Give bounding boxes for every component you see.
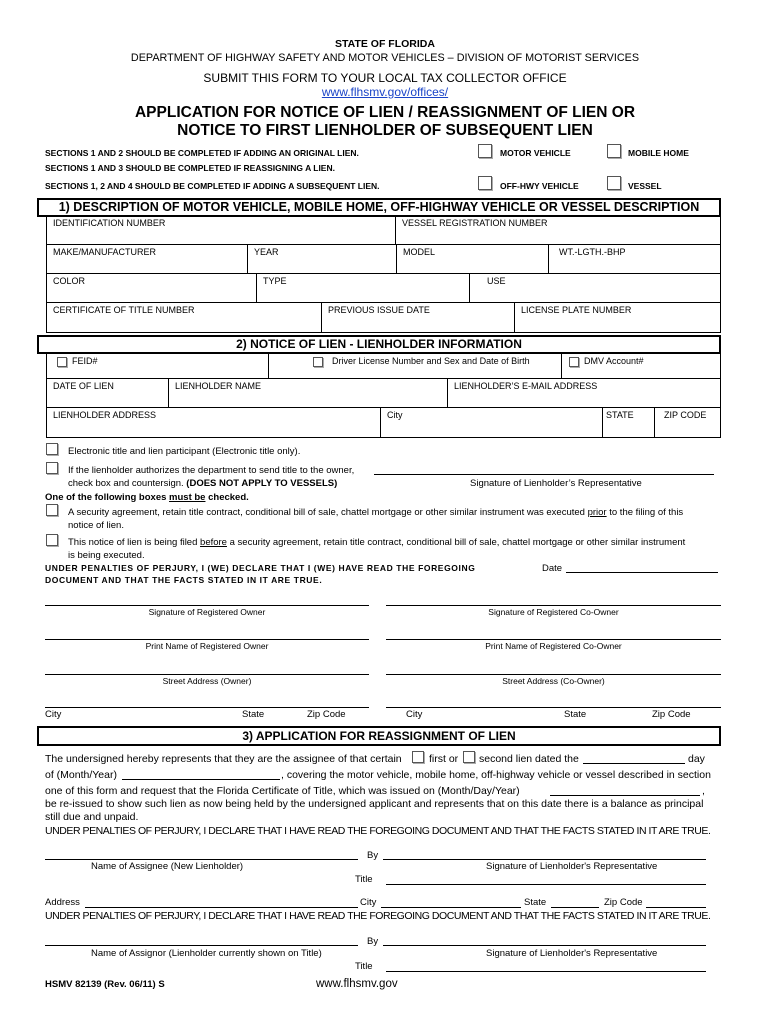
lien-date-line[interactable] [583,763,685,764]
assignee-title-line[interactable] [386,884,706,885]
lienholder-zip-field[interactable]: ZIP CODE [664,410,707,420]
security-prior-text-2: notice of lien. [68,520,124,531]
owner-city-line[interactable] [45,707,369,708]
instruction-original-lien: SECTIONS 1 AND 2 SHOULD BE COMPLETED IF ADDING AN ORIGINAL LIEN. [45,148,359,158]
assignor-title-line[interactable] [386,971,706,972]
coowner-city-label: City [406,709,423,720]
date-label: Date [542,563,563,574]
reissue-text: be re-issued to show such lien as now being held by the undersigned applicant and represents that on this date there is a balance as principal [45,798,704,810]
section3-perjury-1: UNDER PENALTIES OF PERJURY, I DECLARE THAT I HAVE READ THE FOREGOING DOCUMENT AND THAT THE FACTS STATED IN IT ARE TRUE. [45,825,711,837]
section1-table [46,216,721,333]
street-coowner-label: Street Address (Co-Owner) [502,676,605,686]
assignee-sig-rep-label: Signature of Lienholder's Representative [486,861,658,872]
owner-city-label: City [45,709,62,720]
lienholder-email-field[interactable]: LIENHOLDER’S E-MAIL ADDRESS [448,379,720,408]
address-state-label: State [524,897,547,908]
address-zip-label: Zip Code [604,897,643,908]
security-prior-checkbox[interactable] [46,504,58,516]
assignee-by-label: By [367,850,379,861]
state-title: STATE OF FLORIDA [335,38,435,50]
coowner-zip-label: Zip Code [652,709,691,720]
address-label: Address [45,897,80,908]
color-field[interactable]: COLOR [47,274,257,303]
assignor-sig-rep-label: Signature of Lienholder's Representative [486,948,658,959]
make-field[interactable]: MAKE/MANUFACTURER [47,245,248,274]
instruction-subsequent: SECTIONS 1, 2 AND 4 SHOULD BE COMPLETED IF ADDING A SUBSEQUENT LIEN. [45,181,380,191]
off-hwy-label: OFF-HWY VEHICLE [500,181,579,191]
mobile-home-checkbox[interactable] [607,144,621,158]
must-check-note: One of the following boxes must be checked. [45,492,249,503]
assignor-name-line[interactable] [45,945,358,946]
coowner-print-line[interactable] [386,639,721,640]
date-line[interactable] [566,572,718,573]
wt-lgth-bhp-field[interactable]: WT.-LGTH.-BHP [549,245,720,274]
address-line[interactable] [85,907,358,908]
month-year-line[interactable] [122,779,280,780]
unpaid-text: still due and unpaid. [45,811,139,823]
perjury-statement-2: DOCUMENT AND THAT THE FACTS STATED IN IT ARE TRUE. [45,575,323,585]
footer-website[interactable]: www.flhsmv.gov [316,978,398,990]
address-city-label: City [360,897,377,908]
authorize-title-checkbox[interactable] [46,462,58,474]
name-assignor-label: Name of Assignor (Lienholder currently shown on Title) [91,948,322,959]
dmv-account-field[interactable]: DMV Account# [562,353,720,379]
assignor-rep-signature-line[interactable] [383,945,706,946]
second-lien-label: second lien dated the [479,753,579,765]
assignee-name-line[interactable] [45,859,358,860]
authorize-line1: If the lienholder authorizes the department to send title to the owner, [68,465,355,476]
type-field[interactable]: TYPE [257,274,470,303]
security-prior-text: A security agreement, retain title contract, conditional bill of sale, chattel mortgage or other similar instrument was executed prior to the filing of this [68,507,684,518]
lienholder-address-field[interactable]: LIENHOLDER ADDRESS [47,408,381,437]
assignee-title-label: Title [355,874,373,885]
first-lien-checkbox[interactable] [412,751,424,763]
notice-before-checkbox[interactable] [46,534,58,546]
owner-print-line[interactable] [45,639,369,640]
form-number: HSMV 82139 (Rev. 06/11) S [45,979,165,990]
notice-before-text-2: is being executed. [68,550,145,561]
feid-checkbox[interactable] [57,357,67,367]
print-owner-label: Print Name of Registered Owner [145,641,269,651]
instruction-reassign: SECTIONS 1 AND 3 SHOULD BE COMPLETED IF REASSIGNING A LIEN. [45,163,335,173]
dmv-account-checkbox[interactable] [569,357,579,367]
coowner-signature-line[interactable] [386,605,721,606]
owner-signature-line[interactable] [45,605,369,606]
electronic-title-label: Electronic title and lien participant (Electronic title only). [68,446,301,457]
offices-link[interactable]: www.flhsmv.gov/offices/ [321,85,449,99]
assignee-rep-signature-line[interactable] [383,859,706,860]
previous-issue-date-field[interactable]: PREVIOUS ISSUE DATE [322,303,515,332]
day-label: day [688,753,705,765]
second-lien-checkbox[interactable] [463,751,475,763]
sig-coowner-label: Signature of Registered Co-Owner [488,607,619,617]
address-city-line[interactable] [381,907,521,908]
lienholder-state-field[interactable]: STATE [603,408,655,437]
coowner-city-line[interactable] [386,707,721,708]
covering-text: , covering the motor vehicle, mobile home, off-highway vehicle or vessel described in section [281,769,711,781]
comma: , [702,785,705,797]
vessel-label: VESSEL [628,181,662,191]
year-field[interactable]: YEAR [248,245,397,274]
mobile-home-label: MOBILE HOME [628,148,689,158]
section1-header: 1) DESCRIPTION OF MOTOR VEHICLE, MOBILE HOME, OFF-HIGHWAY VEHICLE OR VESSEL DESCRIPTION [37,198,721,217]
section2-table [46,353,721,438]
address-state-line[interactable] [551,907,599,908]
lienholder-name-field[interactable]: LIENHOLDER NAME [169,379,448,408]
section3-header: 3) APPLICATION FOR REASSIGNMENT OF LIEN [37,726,721,746]
print-coowner-label: Print Name of Registered Co-Owner [485,641,622,651]
motor-vehicle-label: MOTOR VEHICLE [500,148,571,158]
use-field[interactable]: USE [470,274,720,303]
vessel-checkbox[interactable] [607,176,621,190]
feid-field[interactable]: FEID# [47,353,269,379]
section2-header: 2) NOTICE OF LIEN - LIENHOLDER INFORMATION [37,335,721,354]
form-title-line2: NOTICE TO FIRST LIENHOLDER OF SUBSEQUENT LIEN [177,122,593,139]
sig-owner-label: Signature of Registered Owner [148,607,266,617]
countersign-line[interactable] [374,474,714,475]
model-field[interactable]: MODEL [397,245,549,274]
notice-before-text: This notice of lien is being filed before a security agreement, retain title contract, conditional bill of sale, chattel mortgage or other similar instrument [68,537,686,548]
date-of-lien-field[interactable]: DATE OF LIEN [47,379,169,408]
submit-instruction: SUBMIT THIS FORM TO YOUR LOCAL TAX COLLECTOR OFFICE [203,71,567,85]
owner-street-line[interactable] [45,674,369,675]
perjury-statement-1: UNDER PENALTIES OF PERJURY, I (WE) DECLARE THAT I (WE) HAVE READ THE FOREGOING [45,563,476,573]
name-assignee-label: Name of Assignee (New Lienholder) [91,861,244,872]
off-hwy-checkbox[interactable] [478,176,492,190]
title-number-field[interactable]: CERTIFICATE OF TITLE NUMBER [47,303,322,332]
assignor-by-label: By [367,936,379,947]
street-owner-label: Street Address (Owner) [162,676,252,686]
department-name: DEPARTMENT OF HIGHWAY SAFETY AND MOTOR VEHICLES – DIVISION OF MOTORIST SERVICES [130,52,640,64]
coowner-state-label: State [564,709,587,720]
first-or-label: first or [429,753,459,765]
assignor-title-label: Title [355,961,373,972]
month-year-label: of (Month/Year) [45,769,117,781]
owner-state-label: State [242,709,265,720]
vessel-registration-field[interactable]: VESSEL REGISTRATION NUMBER [396,216,720,245]
owner-zip-label: Zip Code [307,709,346,720]
motor-vehicle-checkbox[interactable] [478,144,492,158]
identification-number-field[interactable]: IDENTIFICATION NUMBER [47,216,396,245]
section3-perjury-2: UNDER PENALTIES OF PERJURY, I DECLARE THAT I HAVE READ THE FOREGOING DOCUMENT AND THAT THE FACTS STATED IN IT ARE TRUE. [45,910,711,922]
driver-license-field[interactable]: Driver License Number and Sex and Date of Birth [269,353,562,379]
coowner-street-line[interactable] [386,674,721,675]
form-title-line1: APPLICATION FOR NOTICE OF LIEN / REASSIGNMENT OF LIEN OR [134,104,636,121]
assignee-statement: The undersigned hereby represents that they are the assignee of that certain [45,753,402,765]
authorize-line2: check box and countersign. (DOES NOT APPLY TO VESSELS) [68,478,338,489]
sig-lienholder-rep-label: Signature of Lienholder’s Representative [470,478,642,489]
license-plate-field[interactable]: LICENSE PLATE NUMBER [521,305,632,315]
electronic-title-checkbox[interactable] [46,443,58,455]
driver-license-checkbox[interactable] [313,357,323,367]
address-zip-line[interactable] [646,907,706,908]
title-issued-date-line[interactable] [550,795,700,796]
title-issued-text: one of this form and request that the Florida Certificate of Title, which was issued on (Month/Day/Year) [45,785,520,797]
lienholder-city-field[interactable]: City [381,408,603,437]
